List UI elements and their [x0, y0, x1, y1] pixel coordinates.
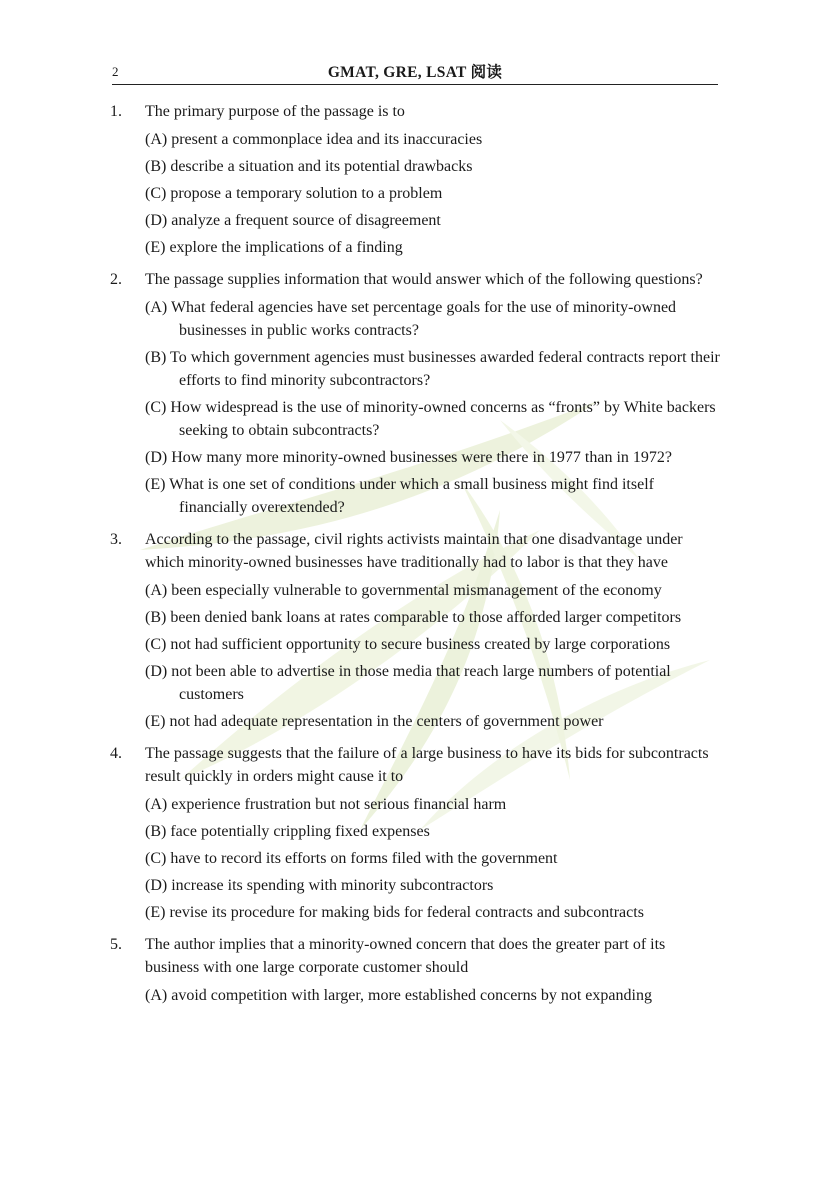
option-text: been denied bank loans at rates comparable to those afforded larger competitors [170, 609, 682, 626]
answer-option-d [145, 874, 722, 897]
option-text: propose a temporary solution to a problem [170, 185, 443, 202]
option-text: not had adequate representation in the centers of government power [169, 713, 604, 730]
option-text: face potentially crippling fixed expenses [170, 823, 430, 840]
option-text: not been able to advertise in those media that reach large numbers of potential customers [171, 663, 671, 703]
answer-option-b [145, 346, 722, 392]
option-text: analyze a frequent source of disagreement [171, 212, 441, 229]
option-text: explore the implications of a finding [169, 239, 403, 256]
option-text: have to record its efforts on forms filed with the government [170, 850, 558, 867]
option-text: present a commonplace idea and its inaccuracies [171, 131, 483, 148]
answer-option-c [145, 396, 722, 442]
option-letter: (A) [145, 582, 168, 599]
question-list [110, 100, 722, 1016]
option-letter: (E) [145, 713, 166, 730]
option-letter: (C) [145, 850, 167, 867]
answer-option-e [145, 710, 722, 733]
option-letter: (E) [145, 239, 166, 256]
option-text: not had sufficient opportunity to secure business created by large corporations [170, 636, 671, 653]
option-letter: (B) [145, 158, 167, 175]
option-letter: (B) [145, 349, 167, 366]
option-text: been especially vulnerable to governmental mismanagement of the economy [171, 582, 662, 599]
question-stem: The passage suggests that the failure of a large business to have its bids for subcontracts result quickly in orders might cause it to [145, 745, 709, 785]
question-stem: The primary purpose of the passage is to [145, 103, 405, 120]
option-letter: (A) [145, 796, 168, 813]
question-stem: The passage supplies information that would answer which of the following questions? [145, 271, 703, 288]
answer-option-a [145, 296, 722, 342]
option-letter: (C) [145, 636, 167, 653]
option-letter: (D) [145, 449, 168, 466]
option-letter: (D) [145, 877, 168, 894]
answer-option-d [145, 209, 722, 232]
answer-option-b [145, 155, 722, 178]
option-text: avoid competition with larger, more established concerns by not expanding [171, 987, 652, 1004]
answer-option-a [145, 579, 722, 602]
option-letter: (B) [145, 609, 167, 626]
answer-option-b [145, 606, 722, 629]
answer-option-e [145, 901, 722, 924]
option-text: experience frustration but not serious financial harm [171, 796, 507, 813]
question-stem: According to the passage, civil rights activists maintain that one disadvantage under which minority-owned businesses have traditionally had to labor is that they have [145, 531, 683, 571]
option-letter: (D) [145, 212, 168, 229]
option-letter: (E) [145, 904, 166, 921]
option-text: revise its procedure for making bids for federal contracts and subcontracts [169, 904, 644, 921]
option-text: What is one set of conditions under which a small business might find itself financially overextended? [169, 476, 654, 516]
question-number: 1. [110, 103, 122, 120]
answer-option-e [145, 473, 722, 519]
option-letter: (A) [145, 131, 168, 148]
answer-option-c [145, 182, 722, 205]
option-letter: (E) [145, 476, 166, 493]
running-title: GMAT, GRE, LSAT 阅读 [327, 64, 503, 81]
answer-option-a [145, 128, 722, 151]
question-4 [110, 742, 722, 924]
option-text: describe a situation and its potential drawbacks [170, 158, 473, 175]
question-number: 3. [110, 531, 122, 548]
answer-option-c [145, 847, 722, 870]
answer-option-e [145, 236, 722, 259]
question-stem: The author implies that a minority-owned concern that does the greater part of its business with one large corporate customer should [145, 936, 666, 976]
option-text: What federal agencies have set percentage goals for the use of minority-owned businesses in public works contracts? [170, 299, 677, 339]
answer-option-d [145, 660, 722, 706]
option-letter: (B) [145, 823, 167, 840]
question-5 [110, 933, 722, 1007]
question-number: 4. [110, 745, 122, 762]
answer-option-b [145, 820, 722, 843]
page-header [112, 58, 718, 85]
question-3 [110, 528, 722, 733]
answer-option-c [145, 633, 722, 656]
option-letter: (D) [145, 663, 168, 680]
question-1 [110, 100, 722, 259]
question-2 [110, 268, 722, 519]
option-text: To which government agencies must businesses awarded federal contracts report their efforts to find minority subcontractors? [170, 349, 720, 389]
option-letter: (A) [145, 987, 168, 1004]
answer-option-a [145, 793, 722, 816]
answer-option-d [145, 446, 722, 469]
question-number: 2. [110, 271, 122, 288]
question-number: 5. [110, 936, 122, 953]
answer-option-a [145, 984, 722, 1007]
option-text: How many more minority-owned businesses were there in 1977 than in 1972? [171, 449, 672, 466]
option-text: increase its spending with minority subcontractors [171, 877, 494, 894]
option-letter: (C) [145, 399, 167, 416]
option-text: How widespread is the use of minority-owned concerns as “fronts” by White backers seeking to obtain subcontracts? [170, 399, 716, 439]
option-letter: (A) [145, 299, 168, 316]
option-letter: (C) [145, 185, 167, 202]
page-number: 2 [112, 64, 119, 79]
